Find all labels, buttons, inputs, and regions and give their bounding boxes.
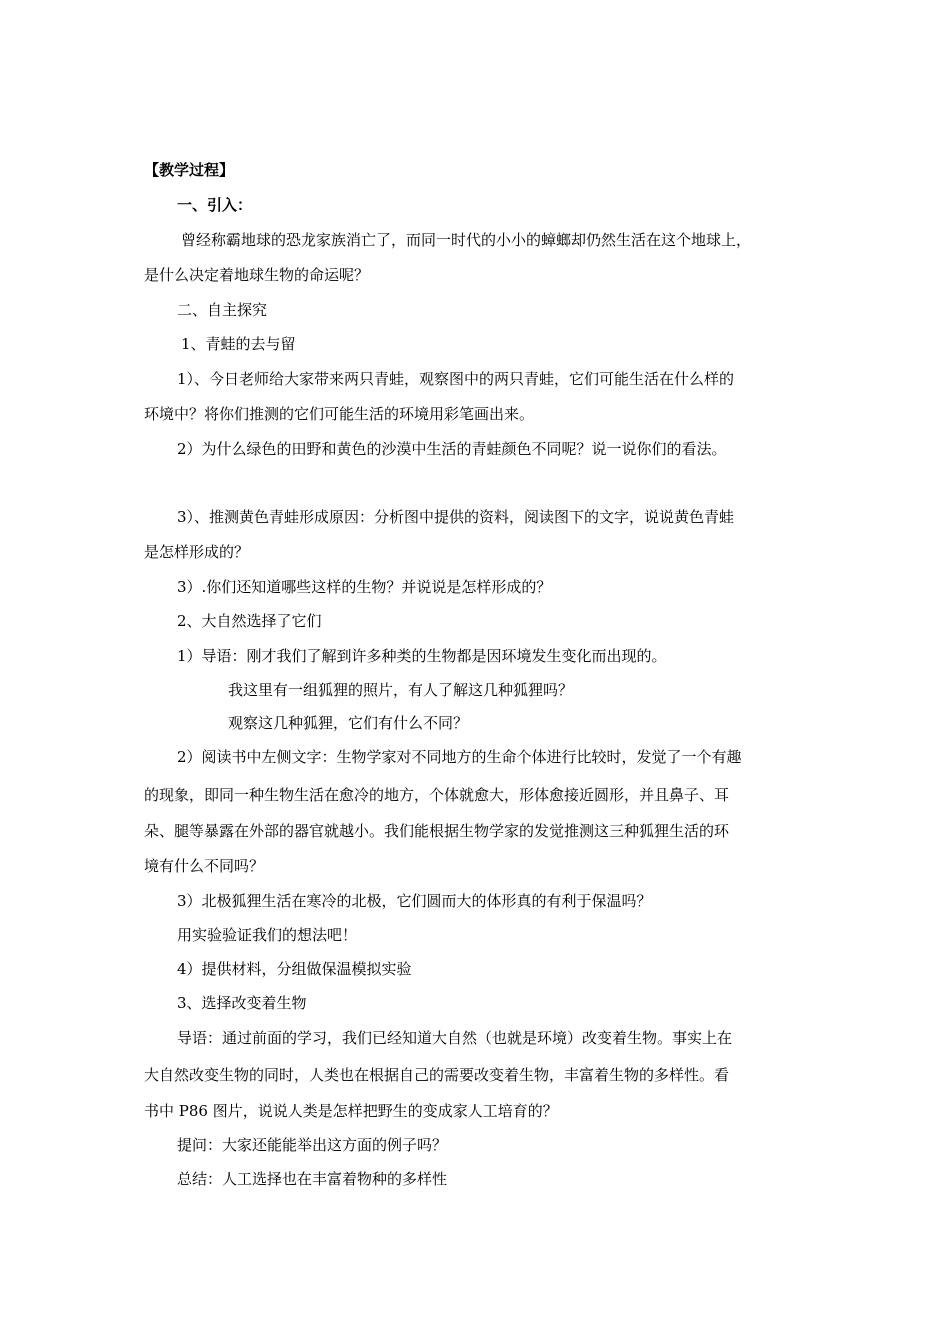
nature-intro: 1）导语：刚才我们了解到许多种类的生物都是因环境发生变化而出现的。 <box>177 647 667 665</box>
reading-line-3: 朵、腿等暴露在外部的器官就越小。我们能根据生物学家的发觉推测这三种狐狸生活的环 <box>144 822 730 840</box>
frog-question-1-line-2: 环境中？将你们推测的它们可能生活的环境用彩笔画出来。 <box>144 405 535 423</box>
frog-question-1-line-1: 1）、今日老师给大家带来两只青蛙，观察图中的两只青蛙，它们可能生活在什么样的 <box>177 370 735 388</box>
frog-question-2: 2）为什么绿色的田野和黄色的沙漠中生活的青蛙颜色不同呢？说一说你们的看法。 <box>177 440 727 458</box>
fox-observe-question: 观察这几种狐狸，它们有什么不同？ <box>228 714 469 732</box>
intro-line-1: 曾经称霸地球的恐龙家族消亡了，而同一时代的小小的蟑螂却仍然生活在这个地球上， <box>181 231 752 249</box>
fox-photo-question: 我这里有一组狐狸的照片，有人了解这几种狐狸吗？ <box>228 681 574 699</box>
part1-heading: 一、引入： <box>177 196 253 214</box>
section-heading: 【教学过程】 <box>144 161 235 179</box>
experiment-prompt: 用实验验证我们的想法吧！ <box>177 926 358 944</box>
frog-question-3-line-1: 3）、推测黄色青蛙形成原因：分析图中提供的资料，阅读图下的文字，说说黄色青蛙 <box>177 508 735 526</box>
selection-line-1: 导语：通过前面的学习，我们已经知道大自然（也就是环境）改变着生物。事实上在 <box>177 1029 733 1047</box>
question-examples: 提问：大家还能能举出这方面的例子吗？ <box>177 1136 448 1154</box>
selection-line-2: 大自然改变生物的同时，人类也在根据自己的需要改变着生物，丰富着生物的多样性。看 <box>144 1066 730 1084</box>
frog-question-4: 3）.你们还知道哪些这样的生物？并说说是怎样形成的？ <box>177 578 552 596</box>
arctic-fox-question: 3）北极狐狸生活在寒冷的北极，它们圆而大的体形真的有利于保温吗？ <box>177 892 652 910</box>
summary: 总结：人工选择也在丰富着物种的多样性 <box>177 1170 448 1188</box>
frog-question-3-line-2: 是怎样形成的？ <box>144 543 250 561</box>
reading-line-1: 2）阅读书中左侧文字：生物学家对不同地方的生命个体进行比较时，发觉了一个有趣 <box>177 748 742 766</box>
reading-line-4: 境有什么不同吗？ <box>144 857 265 875</box>
reading-line-2: 的现象，即同一种生物生活在愈冷的地方，个体就愈大，形体愈接近圆形，并且鼻子、耳 <box>144 786 730 804</box>
intro-line-2: 是什么决定着地球生物的命运呢？ <box>144 266 370 284</box>
topic3-title: 3、选择改变着生物 <box>177 994 307 1012</box>
experiment-task: 4）提供材料，分组做保温模拟实验 <box>177 960 412 978</box>
selection-line-3: 书中 P86 图片，说说人类是怎样把野生的变成家人工培育的？ <box>144 1102 558 1120</box>
topic1-title: 1、青蛙的去与留 <box>181 335 296 353</box>
part2-heading: 二、自主探究 <box>177 301 268 319</box>
topic2-title: 2、大自然选择了它们 <box>177 612 322 630</box>
